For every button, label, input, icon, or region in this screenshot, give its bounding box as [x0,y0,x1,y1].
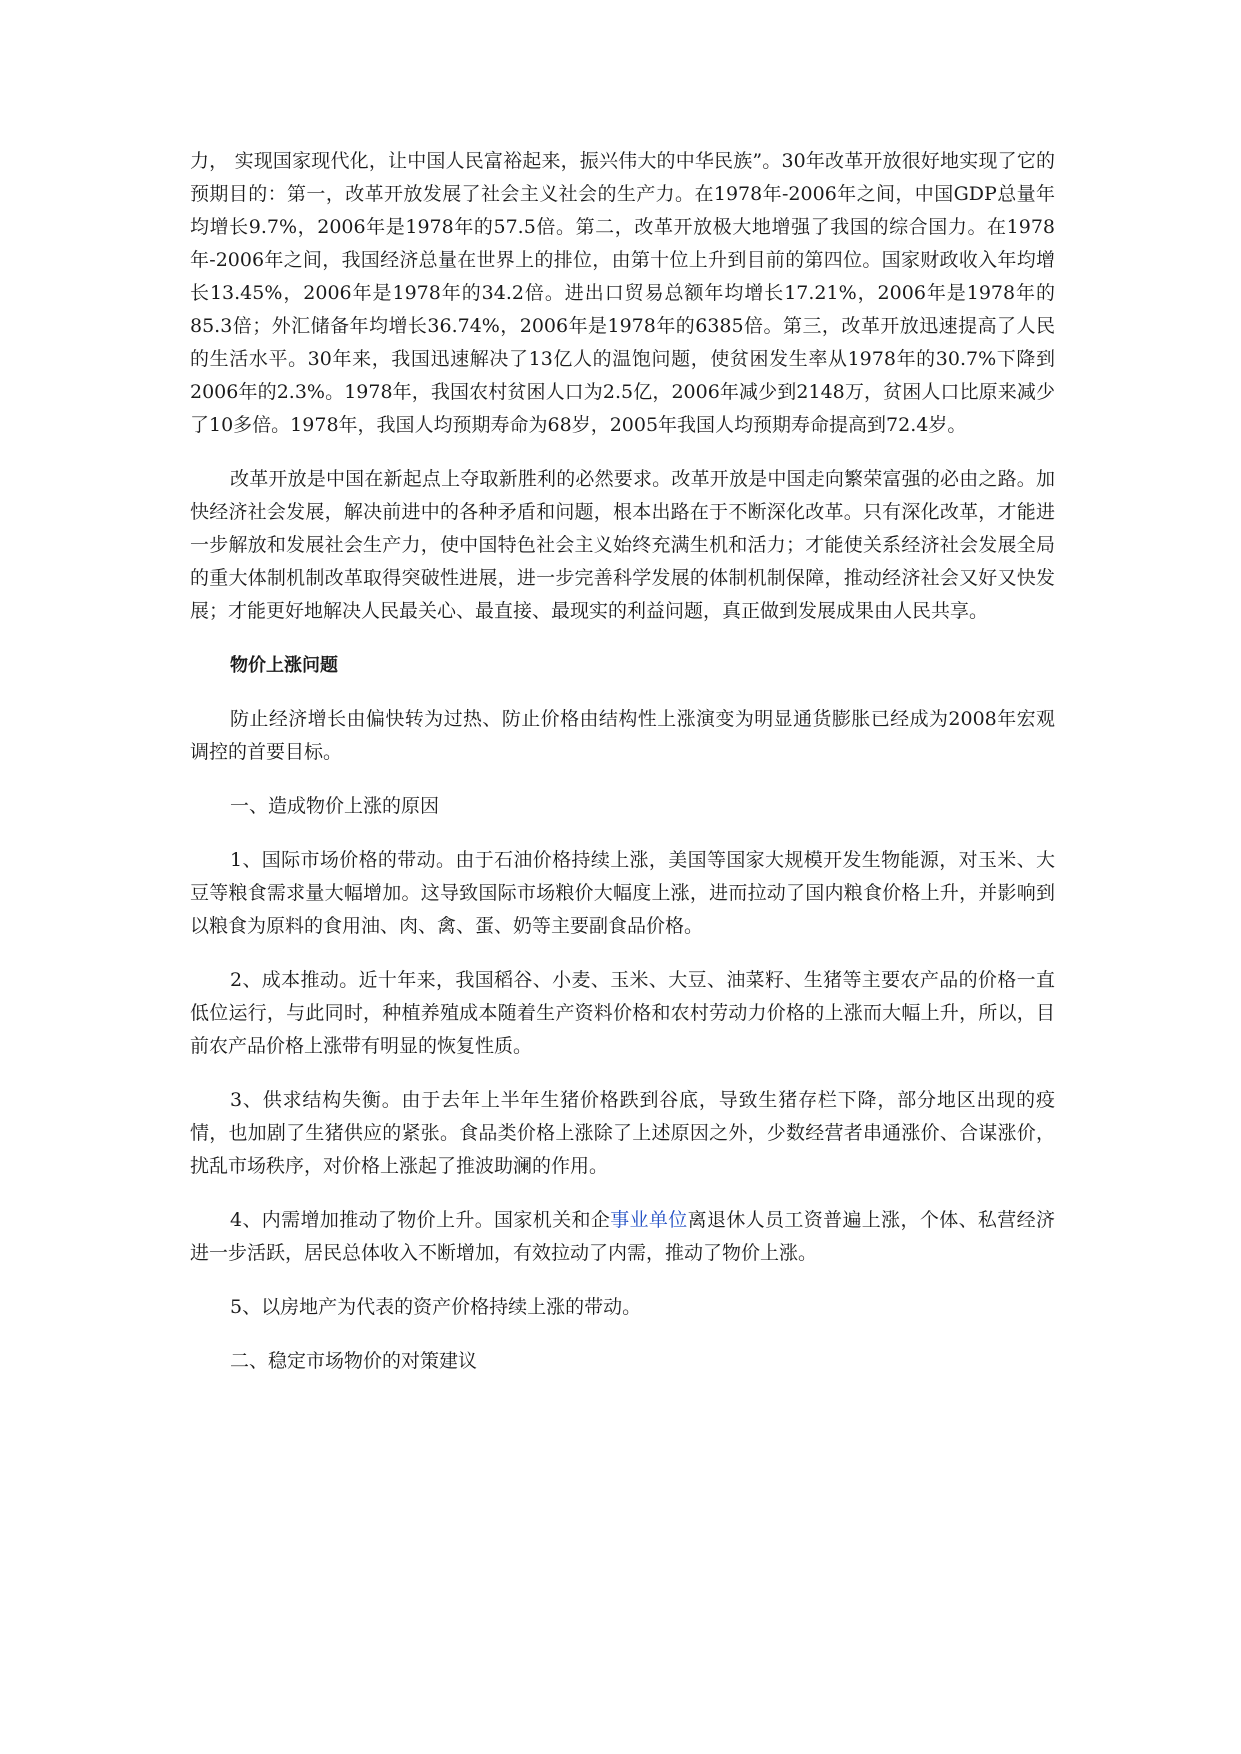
subheading-causes: 一、造成物价上涨的原因 [230,795,440,817]
paragraph-cause-4-rest: 离退休人员工资普遍上涨，个体、私营经济进一步活跃，居民总体收入不断增加，有效拉动了内需，推动了物价上涨。 [190,1209,1055,1264]
paragraph-cause-1: 1、国际市场价格的带动。由于石油价格持续上涨，美国等国家大规模开发生物能源，对玉米、大豆等粮食需求量大幅增加。这导致国际市场粮价大幅度上涨，进而拉动了国内粮食价格上升，并影响到以粮食为原料的食用油、肉、禽、蛋、奶等主要副食品价格。 [190,849,1055,937]
paragraph-cause-4 [190,1204,1055,1270]
paragraph-cause-4-lead: 4、内需增加推动了物价上升。国家机关和企 [230,1209,611,1231]
paragraph-cause-2: 2、成本推动。近十年来，我国稻谷、小麦、玉米、大豆、油菜籽、生猪等主要农产品的价格一直低位运行，与此同时，种植养殖成本随着生产资料价格和农村劳动力价格的上涨而大幅上升，所以，目前农产品价格上涨带有明显的恢复性质。 [190,969,1055,1057]
paragraph-macro-control-goal: 防止经济增长由偏快转为过热、防止价格由结构性上涨演变为明显通货膨胀已经成为2008年宏观调控的首要目标。 [190,708,1055,763]
subheading-countermeasures: 二、稳定市场物价的对策建议 [230,1350,478,1372]
paragraph-cause-5: 5、以房地产为代表的资产价格持续上涨的带动。 [230,1296,642,1318]
paragraph-reform-achievements: 力， 实现国家现代化，让中国人民富裕起来，振兴伟大的中华民族”。30年改革开放很好地实现了它的预期目的：第一，改革开放发展了社会主义社会的生产力。在1978年-2006年之间，中国GDP总量年均增长9.7%，2006年是1978年的57.5倍。第二，改革开放极大地增强了我国的综合国力。在1978年-2006年之间，我国经济总量在世界上的排位，由第十位上升到目前的第四位。国家财政收入年均增长13.45%，2006年是1978年的34.2倍。进出口贸易总额年均增长17.21%，2006年是1978年的85.3倍；外汇储备年均增长36.74%，2006年是1978年的6385倍。第三，改革开放迅速提高了人民的生活水平。30年来，我国迅速解决了13亿人的温饱问题，使贫困发生率从1978年的30.7%下降到2006年的2.3%。1978年，我国农村贫困人口为2.5亿，2006年减少到2148万，贫困人口比原来减少了10多倍。1978年，我国人均预期寿命为68岁，2005年我国人均预期寿命提高到72.4岁。 [190,150,1055,436]
institution-link[interactable]: 事业单位 [610,1209,688,1231]
document-page [190,145,1055,1378]
section-heading-price-rise: 物价上涨问题 [230,655,338,676]
paragraph-reform-necessity: 改革开放是中国在新起点上夺取新胜利的必然要求。改革开放是中国走向繁荣富强的必由之路。加快经济社会发展，解决前进中的各种矛盾和问题，根本出路在于不断深化改革。只有深化改革，才能进一步解放和发展社会生产力，使中国特色社会主义始终充满生机和活力；才能使关系经济社会发展全局的重大体制机制改革取得突破性进展，进一步完善科学发展的体制机制保障，推动经济社会又好又快发展；才能更好地解决人民最关心、最直接、最现实的利益问题，真正做到发展成果由人民共享。 [190,468,1055,622]
paragraph-cause-3: 3、供求结构失衡。由于去年上半年生猪价格跌到谷底，导致生猪存栏下降，部分地区出现的疫情，也加剧了生猪供应的紧张。食品类价格上涨除了上述原因之外，少数经营者串通涨价、合谋涨价，扰乱市场秩序，对价格上涨起了推波助澜的作用。 [190,1089,1055,1177]
